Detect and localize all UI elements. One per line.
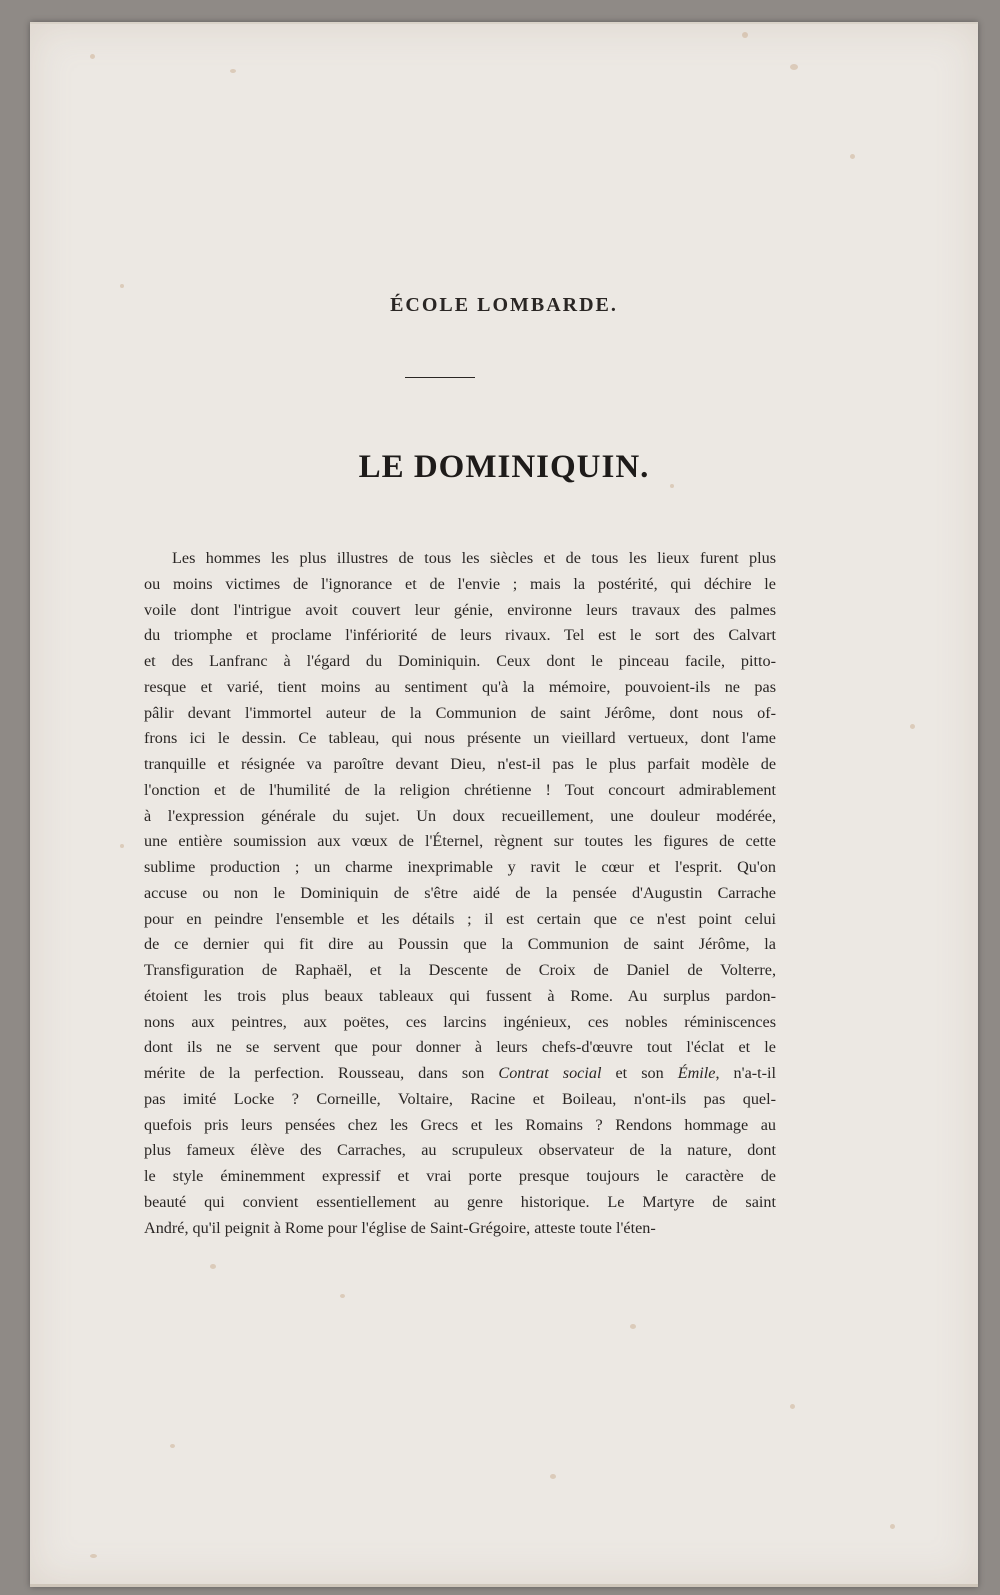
text-line: accuse ou non le Dominiquin de s'être aidé de la pensée d'Augustin Carrache <box>144 883 776 902</box>
foxing-spot <box>910 724 915 729</box>
text-segment: et son <box>601 1064 678 1082</box>
text-line: sublime production ; un charme inexprimable y ravit le cœur et l'esprit. Qu'on <box>144 858 776 876</box>
text-line: Les hommes les plus illustres de tous les siècles et de tous les lieux furent plus <box>172 549 776 567</box>
text-line: plus fameux élève des Carraches, au scrupuleux observateur de la nature, dont <box>144 1141 776 1160</box>
text-line: voile dont l'intrigue avoit couvert leur génie, environne leurs travaux des palmes <box>144 600 776 619</box>
text-line: dont ils ne se servent que pour donner à leurs chefs-d'œuvre tout l'éclat et le <box>144 1038 776 1057</box>
italic-title-emile: Émile <box>677 1064 716 1082</box>
body-paragraph <box>144 546 776 1241</box>
text-line: quefois pris leurs pensées chez les Grecs et les Romains ? Rendons hommage au <box>144 1115 776 1134</box>
text-line: ou moins victimes de l'ignorance et de l'envie ; mais la postérité, qui déchire le <box>144 574 776 593</box>
text-segment: mérite de la perfection. Rousseau, dans son <box>144 1064 499 1082</box>
foxing-spot <box>230 69 236 73</box>
text-line: à l'expression générale du sujet. Un doux recueillement, une douleur modérée, <box>144 806 776 825</box>
text-line: resque et varié, tient moins au sentiment qu'à la mémoire, pouvoient-ils ne pas <box>144 677 776 696</box>
text-line: pas imité Locke ? Corneille, Voltaire, Racine et Boileau, n'ont-ils pas quel- <box>144 1089 776 1108</box>
text-segment: , n'a-t-il <box>715 1064 777 1082</box>
foxing-spot <box>170 1444 175 1448</box>
text-line <box>144 1061 776 1087</box>
text-line: pâlir devant l'immortel auteur de la Communion de saint Jérôme, dont nous of- <box>144 703 776 722</box>
text-line: nons aux peintres, aux poëtes, ces larcins ingénieux, ces nobles réminiscences <box>144 1012 776 1031</box>
foxing-spot <box>120 284 124 288</box>
foxing-spot <box>210 1264 216 1269</box>
printed-page <box>30 22 978 1587</box>
foxing-spot <box>790 64 798 70</box>
italic-title-contrat-social: Contrat social <box>498 1064 602 1082</box>
foxing-spot <box>90 1554 97 1558</box>
text-line: beauté qui convient essentiellement au genre historique. Le Martyre de saint <box>144 1192 776 1211</box>
foxing-spot <box>120 844 124 848</box>
text-line: une entière soumission aux vœux de l'Éternel, règnent sur toutes les figures de cette <box>144 832 776 851</box>
text-line: pour en peindre l'ensemble et les détails ; il est certain que ce n'est point celui <box>144 909 776 928</box>
text-line: l'onction et de l'humilité de la religion chrétienne ! Tout concourt admirablement <box>144 780 776 799</box>
text-line: de ce dernier qui fit dire au Poussin que la Communion de saint Jérôme, la <box>144 935 776 954</box>
page-title: LE DOMINIQUIN. <box>358 449 650 485</box>
text-line: André, qu'il peignit à Rome pour l'église de Saint-Grégoire, atteste toute l'éten- <box>144 1218 656 1237</box>
foxing-spot <box>890 1524 895 1529</box>
foxing-spot <box>790 1404 795 1409</box>
foxing-spot <box>90 54 95 59</box>
foxing-spot <box>340 1294 345 1298</box>
text-line: étoient les trois plus beaux tableaux qui fussent à Rome. Au surplus pardon- <box>144 986 776 1005</box>
foxing-spot <box>742 32 748 38</box>
foxing-spot <box>850 154 855 159</box>
text-line: le style éminemment expressif et vrai porte presque toujours le caractère de <box>144 1167 776 1185</box>
heading-divider <box>405 377 475 378</box>
foxing-spot <box>630 1324 636 1329</box>
text-line: du triomphe et proclame l'infériorité de leurs rivaux. Tel est le sort des Calvart <box>144 626 776 645</box>
text-line: et des Lanfranc à l'égard du Dominiquin. Ceux dont le pinceau facile, pitto- <box>144 652 776 670</box>
text-line: tranquille et résignée va paroître devant Dieu, n'est-il pas le plus parfait modèle de <box>144 755 776 773</box>
foxing-spot <box>550 1474 556 1479</box>
text-line: frons ici le dessin. Ce tableau, qui nous présente un vieillard vertueux, dont l'ame <box>144 729 776 748</box>
school-heading: ÉCOLE LOMBARDE. <box>390 294 618 316</box>
text-line: Transfiguration de Raphaël, et la Descente de Croix de Daniel de Volterre, <box>144 961 776 979</box>
